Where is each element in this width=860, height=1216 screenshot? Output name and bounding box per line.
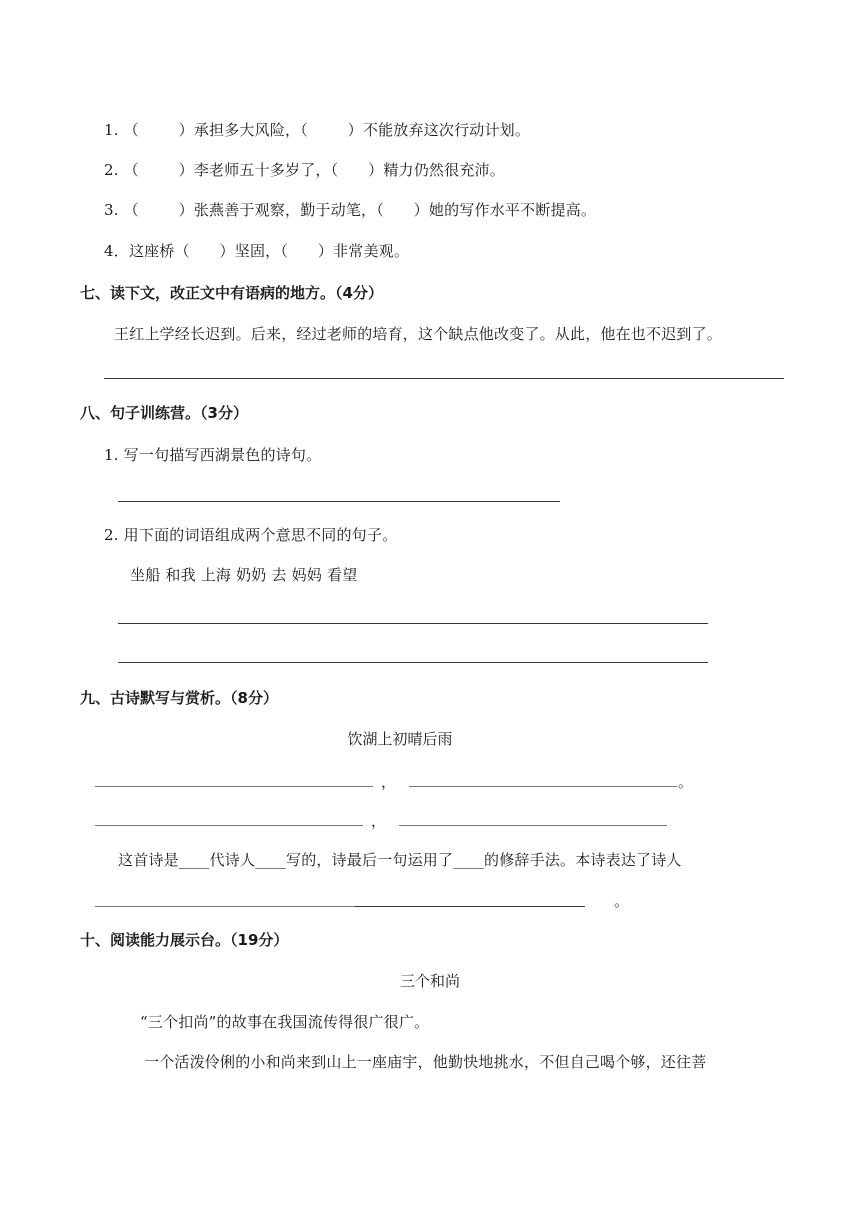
- poem-analysis: 这首诗是____代诗人____写的，诗最后一句运用了____的修辞手法。本诗表达了诗人: [118, 851, 682, 869]
- poem-blank[interactable]: [399, 825, 667, 826]
- analysis-blank[interactable]: [95, 906, 355, 907]
- section-8-q1: 1. 写一句描写西湖景色的诗句。: [104, 446, 322, 464]
- analysis-blank[interactable]: [355, 906, 585, 907]
- answer-line[interactable]: [118, 501, 560, 502]
- section-7-heading: 七、读下文，改正文中有语病的地方。（4分）: [80, 284, 383, 302]
- poem-blank[interactable]: [95, 825, 363, 826]
- q6-item-2: 2. （ ）李老师五十多岁了，（ ）精力仍然很充沛。: [104, 161, 505, 179]
- section-8-q2: 2. 用下面的词语组成两个意思不同的句子。: [104, 526, 398, 544]
- answer-line[interactable]: [104, 378, 784, 379]
- poem-comma: ，: [371, 812, 387, 830]
- poem-blank[interactable]: [409, 786, 677, 787]
- story-paragraph-2: 一个活泼伶俐的小和尚来到山上一座庙宇，他勤快地挑水，不但自己喝个够，还往菩: [144, 1053, 707, 1071]
- section-8-heading: 八、句子训练营。（3分）: [80, 404, 248, 422]
- poem-comma: ，: [381, 773, 397, 791]
- poem-blank[interactable]: [95, 786, 373, 787]
- section-9-heading: 九、古诗默写与赏析。（8分）: [80, 689, 278, 707]
- story-title: 三个和尚: [399, 972, 460, 990]
- analysis-period: 。: [614, 892, 630, 910]
- answer-line[interactable]: [118, 623, 708, 624]
- section-7-paragraph: 王红上学经长迟到。后来，经过老师的培育，这个缺点他改变了。从此，他在也不迟到了。: [114, 325, 723, 343]
- word-list: 坐船 和我 上海 奶奶 去 妈妈 看望: [130, 566, 358, 584]
- q6-item-4: 4．这座桥（ ）坚固，（ ）非常美观。: [104, 242, 410, 260]
- answer-line[interactable]: [118, 662, 708, 663]
- section-10-heading: 十、阅读能力展示台。（19分）: [80, 931, 289, 949]
- poem-title: 饮湖上初晴后雨: [347, 730, 453, 748]
- story-paragraph-1: “三个扣尚”的故事在我国流传得很广很广。: [140, 1013, 430, 1031]
- q6-item-1: 1. （ ）承担多大风险，（ ）不能放弃这次行动计划。: [104, 121, 531, 139]
- q6-item-3: 3. （ ）张燕善于观察，勤于动笔，（ ）她的写作水平不断提高。: [104, 201, 597, 219]
- poem-period: 。: [678, 773, 694, 791]
